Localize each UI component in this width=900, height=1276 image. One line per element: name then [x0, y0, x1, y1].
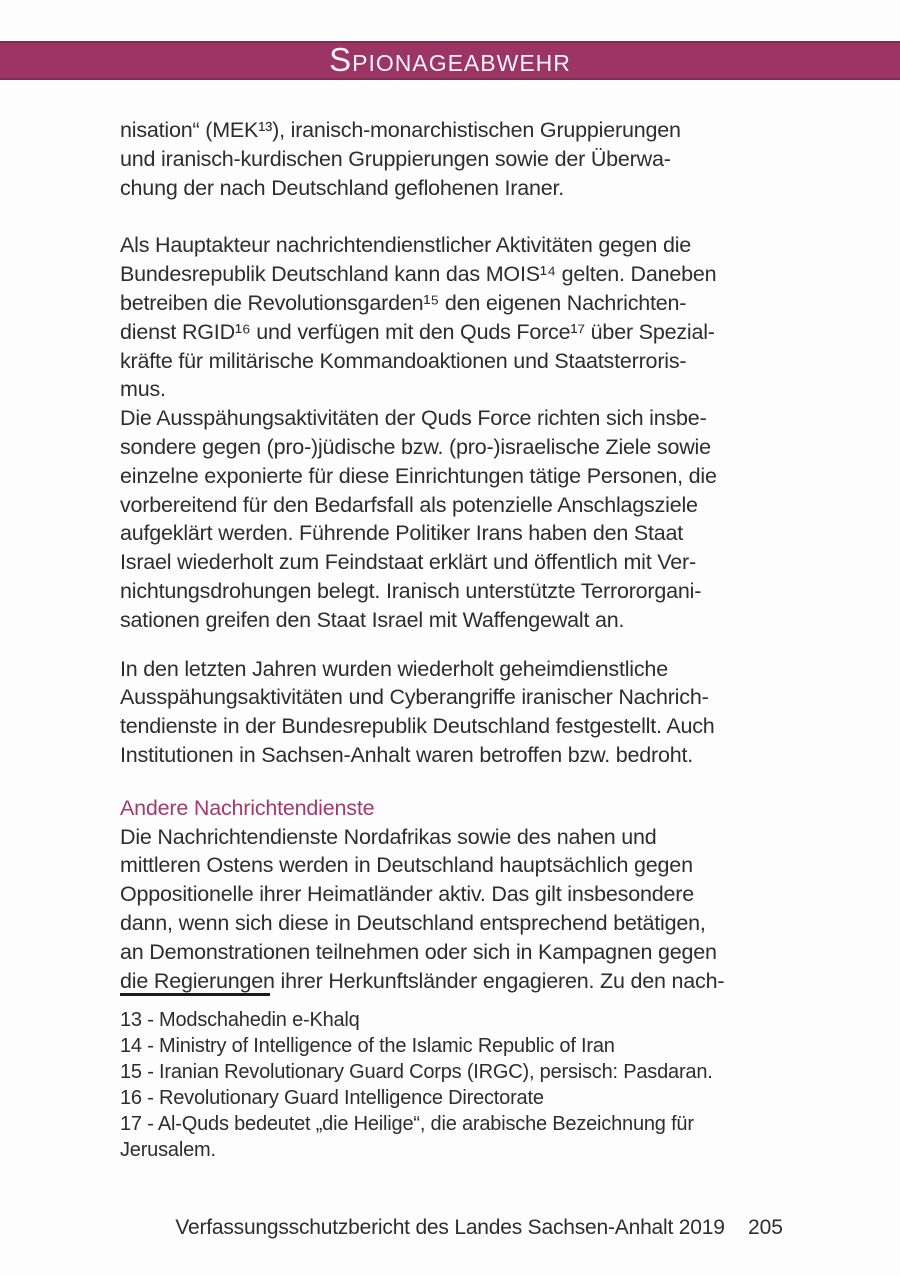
paragraph-cyberattacks: In den letzten Jahren wurden wiederholt geheimdienstliche Ausspähungsaktivitäten und Cyberangriffe iranischer Nachrich- tendienste in der Bundesrepublik Deutschland festgestellt. Auch Institutionen in Sachsen-Anhalt waren betroffen bzw. bedroht. [120, 656, 715, 767]
page-number: 205 [747, 1216, 783, 1239]
paragraph-quds-force: Die Ausspähungsaktivitäten der Quds Force richten sich insbe- sondere gegen (pro-)jüdische bzw. (pro-)israelische Ziele sowie einzelne exponierte für diese Einrichtungen tätige Personen, die vorbereitend für den Bedarfsfall als potenzielle Anschlagsziele aufgeklärt werden. Führende Politiker Irans haben den Staat Israel wiederholt zum Feindstaat erklärt und öffentlich mit Ver- nichtungsdrohungen belegt. Iranisch unterstützte Terrororgani- sationen greifen den Staat Israel mit Waffengewalt an. [120, 406, 717, 632]
footnote-17: 17 - Al-Quds bedeutet „die Heilige“, die arabische Bezeichnung für Jerusalem. [120, 1113, 694, 1161]
section-heading-andere-nachrichtendienste: Andere Nachrichtendienste [120, 795, 375, 820]
chapter-title: Spionageabwehr [329, 41, 571, 78]
footnote-14: 14 - Ministry of Intelligence of the Islamic Republic of Iran [120, 1035, 615, 1057]
body-text-column [120, 116, 820, 995]
paragraph-mois-rgid: Als Hauptakteur nachrichtendienstlicher Aktivitäten gegen die Bundesrepublik Deutschland kann das MOIS¹⁴ gelten. Daneben betreiben die Revolutionsgarden¹⁵ den eigenen Nachrichten- dienst RGID¹⁶ und verfügen mit den Quds Force¹⁷ über Spezial- kräfte für militärische Kommandoaktionen und Staatsterroris- mus. [120, 233, 717, 402]
footnote-13: 13 - Modschahedin e-Khalq [120, 1009, 360, 1031]
page-footer [0, 1216, 900, 1246]
footnote-separator-rule [120, 993, 270, 996]
chapter-header-band [0, 41, 900, 80]
footnotes-section [120, 993, 820, 1163]
footnote-16: 16 - Revolutionary Guard Intelligence Directorate [120, 1087, 544, 1109]
footer-report-title: Verfassungsschutzbericht des Landes Sachsen-Anhalt 2019 [175, 1216, 725, 1239]
paragraph-other-services: Die Nachrichtendienste Nordafrikas sowie des nahen und mittleren Ostens werden in Deutschland hauptsächlich gegen Oppositionelle ihrer Heimatländer aktiv. Das gilt insbesondere dann, wenn sich diese in Deutschland entsprechend betätigen, an Demonstrationen teilnehmen oder sich in Kampagnen gegen die Regierungen ihrer Herkunftsländer engagieren. Zu den nach- [120, 824, 725, 993]
footnote-15: 15 - Iranian Revolutionary Guard Corps (IRGC), persisch: Pasdaran. [120, 1061, 713, 1083]
paragraph-mek-groups: nisation“ (MEK¹³), iranisch-monarchistischen Gruppierungen und iranisch-kurdischen Gruppierungen sowie der Überwa- chung der nach Deutschland geflohenen Iraner. [120, 118, 681, 200]
